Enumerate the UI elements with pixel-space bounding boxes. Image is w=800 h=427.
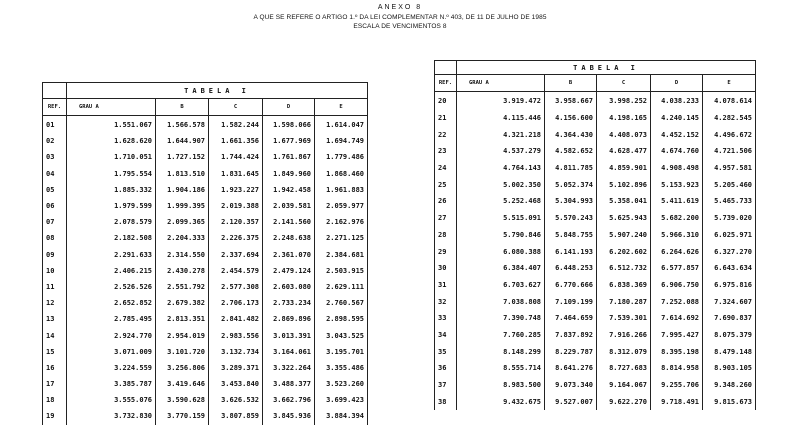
table-title-row bbox=[43, 83, 368, 99]
table-row bbox=[435, 393, 756, 410]
value-cell: 2.577.308 bbox=[209, 279, 263, 295]
value-cell: 4.628.477 bbox=[597, 143, 651, 160]
value-cell: 5.848.755 bbox=[545, 227, 597, 244]
value-cell: 3.013.391 bbox=[263, 327, 315, 343]
ref-cell: 38 bbox=[435, 393, 457, 410]
table-row bbox=[435, 110, 756, 127]
value-cell: 1.813.510 bbox=[156, 166, 209, 182]
table-row bbox=[43, 149, 368, 165]
value-cell: 9.718.491 bbox=[651, 393, 703, 410]
value-cell: 3.355.486 bbox=[315, 360, 368, 376]
ref-cell: 24 bbox=[435, 160, 457, 177]
value-cell: 2.760.567 bbox=[315, 295, 368, 311]
value-cell: 1.582.244 bbox=[209, 117, 263, 133]
value-cell: 5.907.240 bbox=[597, 227, 651, 244]
value-cell: 6.202.602 bbox=[597, 243, 651, 260]
value-cell: 2.271.125 bbox=[315, 230, 368, 246]
value-cell: 3.884.394 bbox=[315, 408, 368, 424]
value-cell: 4.721.506 bbox=[703, 143, 756, 160]
column-header: E bbox=[315, 99, 368, 116]
ref-cell: 34 bbox=[435, 327, 457, 344]
table-row bbox=[435, 160, 756, 177]
value-cell: 3.626.532 bbox=[209, 392, 263, 408]
value-cell: 8.983.500 bbox=[457, 377, 545, 394]
value-cell: 3.385.787 bbox=[67, 376, 156, 392]
value-cell: 3.289.371 bbox=[209, 360, 263, 376]
column-header: B bbox=[545, 75, 597, 92]
value-cell: 3.453.840 bbox=[209, 376, 263, 392]
table-row bbox=[435, 310, 756, 327]
value-cell: 3.488.377 bbox=[263, 376, 315, 392]
value-cell: 9.622.270 bbox=[597, 393, 651, 410]
value-cell: 9.164.067 bbox=[597, 377, 651, 394]
value-cell: 5.153.923 bbox=[651, 176, 703, 193]
ref-cell: 21 bbox=[435, 110, 457, 127]
value-cell: 9.432.675 bbox=[457, 393, 545, 410]
value-cell: 6.264.626 bbox=[651, 243, 703, 260]
value-cell: 1.661.356 bbox=[209, 133, 263, 149]
value-cell: 8.641.276 bbox=[545, 360, 597, 377]
value-cell: 1.644.907 bbox=[156, 133, 209, 149]
table-row bbox=[43, 117, 368, 133]
value-cell: 6.512.732 bbox=[597, 260, 651, 277]
value-cell: 3.101.720 bbox=[156, 344, 209, 360]
value-cell: 3.845.936 bbox=[263, 408, 315, 424]
value-cell: 4.674.760 bbox=[651, 143, 703, 160]
ref-cell: 17 bbox=[43, 376, 67, 392]
value-cell: 5.252.468 bbox=[457, 193, 545, 210]
value-cell: 8.555.714 bbox=[457, 360, 545, 377]
ref-cell: 19 bbox=[43, 408, 67, 424]
value-cell: 4.156.600 bbox=[545, 110, 597, 127]
table-title-row bbox=[435, 61, 756, 75]
value-cell: 1.566.578 bbox=[156, 117, 209, 133]
value-cell: 3.958.667 bbox=[545, 93, 597, 110]
value-cell: 6.770.666 bbox=[545, 277, 597, 294]
table-row bbox=[435, 143, 756, 160]
value-cell: 9.073.340 bbox=[545, 377, 597, 394]
value-cell: 2.314.550 bbox=[156, 247, 209, 263]
value-cell: 7.760.285 bbox=[457, 327, 545, 344]
value-cell: 2.869.896 bbox=[263, 311, 315, 327]
value-cell: 5.304.993 bbox=[545, 193, 597, 210]
value-cell: 6.975.816 bbox=[703, 277, 756, 294]
ref-cell: 25 bbox=[435, 176, 457, 193]
column-header: GRAU A bbox=[457, 75, 545, 92]
value-cell: 6.080.388 bbox=[457, 243, 545, 260]
table-row bbox=[43, 133, 368, 149]
table-row bbox=[43, 344, 368, 360]
ref-cell: 07 bbox=[43, 214, 67, 230]
value-cell: 1.614.047 bbox=[315, 117, 368, 133]
value-cell: 4.115.446 bbox=[457, 110, 545, 127]
value-cell: 1.904.186 bbox=[156, 182, 209, 198]
value-cell: 5.739.020 bbox=[703, 210, 756, 227]
value-cell: 2.479.124 bbox=[263, 263, 315, 279]
value-cell: 7.252.088 bbox=[651, 293, 703, 310]
value-cell: 2.954.019 bbox=[156, 327, 209, 343]
value-cell: 1.694.749 bbox=[315, 133, 368, 149]
value-cell: 2.120.357 bbox=[209, 214, 263, 230]
value-cell: 5.205.460 bbox=[703, 176, 756, 193]
table-row bbox=[43, 166, 368, 182]
value-cell: 2.406.215 bbox=[67, 263, 156, 279]
value-cell: 3.071.009 bbox=[67, 344, 156, 360]
value-cell: 1.744.424 bbox=[209, 149, 263, 165]
table-row bbox=[435, 327, 756, 344]
value-cell: 4.321.218 bbox=[457, 126, 545, 143]
corner-cell bbox=[435, 61, 457, 75]
table-row bbox=[435, 227, 756, 244]
ref-cell: 12 bbox=[43, 295, 67, 311]
value-cell: 2.248.638 bbox=[263, 230, 315, 246]
column-header: B bbox=[156, 99, 209, 116]
table-row bbox=[43, 376, 368, 392]
column-header: C bbox=[209, 99, 263, 116]
value-cell: 8.312.079 bbox=[597, 343, 651, 360]
value-cell: 6.327.270 bbox=[703, 243, 756, 260]
value-cell: 6.838.369 bbox=[597, 277, 651, 294]
table-row bbox=[435, 293, 756, 310]
value-cell: 2.898.595 bbox=[315, 311, 368, 327]
value-cell: 4.957.581 bbox=[703, 160, 756, 177]
value-cell: 4.364.430 bbox=[545, 126, 597, 143]
value-cell: 4.582.652 bbox=[545, 143, 597, 160]
ref-cell: 27 bbox=[435, 210, 457, 227]
value-cell: 4.452.152 bbox=[651, 126, 703, 143]
value-cell: 4.408.073 bbox=[597, 126, 651, 143]
value-cell: 7.916.266 bbox=[597, 327, 651, 344]
table-row bbox=[435, 176, 756, 193]
value-cell: 6.643.634 bbox=[703, 260, 756, 277]
column-header-row bbox=[43, 99, 368, 116]
value-cell: 7.539.301 bbox=[597, 310, 651, 327]
value-cell: 2.337.694 bbox=[209, 247, 263, 263]
value-cell: 2.141.560 bbox=[263, 214, 315, 230]
ref-cell: 09 bbox=[43, 247, 67, 263]
ref-cell: 29 bbox=[435, 243, 457, 260]
table-row bbox=[43, 279, 368, 295]
value-cell: 2.503.915 bbox=[315, 263, 368, 279]
value-cell: 8.229.787 bbox=[545, 343, 597, 360]
value-cell: 7.690.837 bbox=[703, 310, 756, 327]
value-cell: 7.109.199 bbox=[545, 293, 597, 310]
value-cell: 2.679.382 bbox=[156, 295, 209, 311]
value-cell: 3.419.646 bbox=[156, 376, 209, 392]
corner-cell bbox=[43, 83, 67, 99]
value-cell: 1.831.645 bbox=[209, 166, 263, 182]
value-cell: 7.464.659 bbox=[545, 310, 597, 327]
value-cell: 8.814.958 bbox=[651, 360, 703, 377]
ref-cell: 06 bbox=[43, 198, 67, 214]
value-cell: 1.628.620 bbox=[67, 133, 156, 149]
value-cell: 2.924.770 bbox=[67, 327, 156, 343]
value-cell: 5.052.374 bbox=[545, 176, 597, 193]
ref-cell: 22 bbox=[435, 126, 457, 143]
column-header-row bbox=[435, 75, 756, 92]
salary-table-right bbox=[434, 60, 756, 410]
table-row bbox=[43, 230, 368, 246]
table-row bbox=[43, 198, 368, 214]
value-cell: 2.182.508 bbox=[67, 230, 156, 246]
value-cell: 7.180.287 bbox=[597, 293, 651, 310]
value-cell: 8.148.299 bbox=[457, 343, 545, 360]
value-cell: 3.732.830 bbox=[67, 408, 156, 424]
ref-cell: 16 bbox=[43, 360, 67, 376]
ref-cell: 30 bbox=[435, 260, 457, 277]
ref-cell: 08 bbox=[43, 230, 67, 246]
table-row bbox=[43, 392, 368, 408]
value-cell: 4.537.279 bbox=[457, 143, 545, 160]
salary-table-left bbox=[42, 82, 368, 425]
table-row bbox=[435, 193, 756, 210]
value-cell: 1.761.867 bbox=[263, 149, 315, 165]
value-cell: 5.002.350 bbox=[457, 176, 545, 193]
ref-cell: 28 bbox=[435, 227, 457, 244]
value-cell: 5.102.896 bbox=[597, 176, 651, 193]
value-cell: 5.465.733 bbox=[703, 193, 756, 210]
table-row bbox=[435, 93, 756, 110]
table-row bbox=[435, 377, 756, 394]
value-cell: 3.224.559 bbox=[67, 360, 156, 376]
value-cell: 5.966.310 bbox=[651, 227, 703, 244]
table-title: TABELA I bbox=[67, 83, 368, 99]
value-cell: 9.815.673 bbox=[703, 393, 756, 410]
value-cell: 1.849.960 bbox=[263, 166, 315, 182]
value-cell: 3.256.806 bbox=[156, 360, 209, 376]
value-cell: 3.164.061 bbox=[263, 344, 315, 360]
value-cell: 3.555.076 bbox=[67, 392, 156, 408]
table-row bbox=[435, 126, 756, 143]
value-cell: 2.983.556 bbox=[209, 327, 263, 343]
value-cell: 5.358.041 bbox=[597, 193, 651, 210]
column-header: REF. bbox=[435, 75, 457, 92]
value-cell: 3.662.796 bbox=[263, 392, 315, 408]
ref-cell: 10 bbox=[43, 263, 67, 279]
value-cell: 2.813.351 bbox=[156, 311, 209, 327]
value-cell: 7.995.427 bbox=[651, 327, 703, 344]
value-cell: 2.603.080 bbox=[263, 279, 315, 295]
ref-cell: 20 bbox=[435, 93, 457, 110]
value-cell: 2.733.234 bbox=[263, 295, 315, 311]
table-row bbox=[435, 243, 756, 260]
table-row bbox=[43, 295, 368, 311]
value-cell: 3.807.859 bbox=[209, 408, 263, 424]
value-cell: 2.078.579 bbox=[67, 214, 156, 230]
value-cell: 6.384.407 bbox=[457, 260, 545, 277]
ref-cell: 05 bbox=[43, 182, 67, 198]
value-cell: 8.395.198 bbox=[651, 343, 703, 360]
table-row bbox=[43, 214, 368, 230]
table-row bbox=[435, 343, 756, 360]
ref-cell: 37 bbox=[435, 377, 457, 394]
ref-cell: 35 bbox=[435, 343, 457, 360]
value-cell: 4.908.498 bbox=[651, 160, 703, 177]
value-cell: 2.526.526 bbox=[67, 279, 156, 295]
table-row bbox=[43, 263, 368, 279]
value-cell: 9.527.007 bbox=[545, 393, 597, 410]
column-header: D bbox=[263, 99, 315, 116]
ref-cell: 13 bbox=[43, 311, 67, 327]
value-cell: 3.132.734 bbox=[209, 344, 263, 360]
ref-cell: 04 bbox=[43, 166, 67, 182]
value-cell: 2.706.173 bbox=[209, 295, 263, 311]
column-header: D bbox=[651, 75, 703, 92]
table-row bbox=[43, 408, 368, 424]
value-cell: 8.479.148 bbox=[703, 343, 756, 360]
value-cell: 2.039.581 bbox=[263, 198, 315, 214]
value-cell: 5.570.243 bbox=[545, 210, 597, 227]
value-cell: 2.454.579 bbox=[209, 263, 263, 279]
value-cell: 2.841.482 bbox=[209, 311, 263, 327]
value-cell: 1.999.395 bbox=[156, 198, 209, 214]
value-cell: 4.764.143 bbox=[457, 160, 545, 177]
value-cell: 9.348.260 bbox=[703, 377, 756, 394]
value-cell: 7.614.692 bbox=[651, 310, 703, 327]
ref-cell: 11 bbox=[43, 279, 67, 295]
ref-cell: 03 bbox=[43, 149, 67, 165]
value-cell: 1.979.599 bbox=[67, 198, 156, 214]
value-cell: 1.710.051 bbox=[67, 149, 156, 165]
value-cell: 8.903.105 bbox=[703, 360, 756, 377]
value-cell: 5.411.619 bbox=[651, 193, 703, 210]
value-cell: 3.919.472 bbox=[457, 93, 545, 110]
value-cell: 4.078.614 bbox=[703, 93, 756, 110]
value-cell: 6.703.627 bbox=[457, 277, 545, 294]
value-cell: 6.025.971 bbox=[703, 227, 756, 244]
ref-cell: 18 bbox=[43, 392, 67, 408]
value-cell: 1.795.554 bbox=[67, 166, 156, 182]
ref-cell: 36 bbox=[435, 360, 457, 377]
value-cell: 2.384.681 bbox=[315, 247, 368, 263]
table-row bbox=[43, 360, 368, 376]
table-row bbox=[435, 360, 756, 377]
table-row bbox=[435, 260, 756, 277]
value-cell: 1.677.969 bbox=[263, 133, 315, 149]
value-cell: 1.942.458 bbox=[263, 182, 315, 198]
value-cell: 2.652.852 bbox=[67, 295, 156, 311]
column-header: GRAU A bbox=[67, 99, 156, 116]
value-cell: 3.523.260 bbox=[315, 376, 368, 392]
value-cell: 2.059.977 bbox=[315, 198, 368, 214]
table-row bbox=[435, 210, 756, 227]
annex-subtitle: A QUE SE REFERE O ARTIGO 1.º DA LEI COMPLEMENTAR N.º 403, DE 11 DE JULHO DE 1985 bbox=[253, 14, 547, 21]
salary-scale-title: ESCALA DE VENCIMENTOS 8 bbox=[353, 23, 447, 30]
value-cell: 4.496.672 bbox=[703, 126, 756, 143]
value-cell: 3.043.525 bbox=[315, 327, 368, 343]
value-cell: 2.430.278 bbox=[156, 263, 209, 279]
value-cell: 7.324.607 bbox=[703, 293, 756, 310]
value-cell: 4.859.901 bbox=[597, 160, 651, 177]
value-cell: 6.906.750 bbox=[651, 277, 703, 294]
table-row bbox=[43, 247, 368, 263]
ref-cell: 15 bbox=[43, 344, 67, 360]
value-cell: 7.837.892 bbox=[545, 327, 597, 344]
column-header: C bbox=[597, 75, 651, 92]
value-cell: 1.923.227 bbox=[209, 182, 263, 198]
value-cell: 2.551.792 bbox=[156, 279, 209, 295]
value-cell: 3.998.252 bbox=[597, 93, 651, 110]
value-cell: 4.811.785 bbox=[545, 160, 597, 177]
ref-cell: 14 bbox=[43, 327, 67, 343]
table-row bbox=[435, 277, 756, 294]
value-cell: 6.577.857 bbox=[651, 260, 703, 277]
value-cell: 7.038.808 bbox=[457, 293, 545, 310]
value-cell: 1.885.332 bbox=[67, 182, 156, 198]
value-cell: 5.682.200 bbox=[651, 210, 703, 227]
value-cell: 3.590.628 bbox=[156, 392, 209, 408]
value-cell: 3.195.701 bbox=[315, 344, 368, 360]
table-row bbox=[43, 327, 368, 343]
value-cell: 8.075.379 bbox=[703, 327, 756, 344]
value-cell: 5.790.846 bbox=[457, 227, 545, 244]
value-cell: 1.961.883 bbox=[315, 182, 368, 198]
value-cell: 9.255.706 bbox=[651, 377, 703, 394]
value-cell: 5.625.943 bbox=[597, 210, 651, 227]
value-cell: 1.551.067 bbox=[67, 117, 156, 133]
value-cell: 2.785.495 bbox=[67, 311, 156, 327]
value-cell: 2.162.976 bbox=[315, 214, 368, 230]
value-cell: 1.868.460 bbox=[315, 166, 368, 182]
annex-title: ANEXO 8 bbox=[377, 4, 423, 11]
value-cell: 1.779.486 bbox=[315, 149, 368, 165]
ref-cell: 33 bbox=[435, 310, 457, 327]
ref-cell: 31 bbox=[435, 277, 457, 294]
column-header: REF. bbox=[43, 99, 67, 116]
value-cell: 6.448.253 bbox=[545, 260, 597, 277]
table-row bbox=[43, 311, 368, 327]
ref-cell: 23 bbox=[435, 143, 457, 160]
value-cell: 4.240.145 bbox=[651, 110, 703, 127]
value-cell: 4.282.545 bbox=[703, 110, 756, 127]
value-cell: 2.291.633 bbox=[67, 247, 156, 263]
ref-cell: 01 bbox=[43, 117, 67, 133]
value-cell: 4.038.233 bbox=[651, 93, 703, 110]
table-row bbox=[43, 182, 368, 198]
value-cell: 2.019.388 bbox=[209, 198, 263, 214]
ref-cell: 02 bbox=[43, 133, 67, 149]
table-title: TABELA I bbox=[457, 61, 756, 75]
value-cell: 4.198.165 bbox=[597, 110, 651, 127]
value-cell: 3.770.159 bbox=[156, 408, 209, 424]
value-cell: 6.141.193 bbox=[545, 243, 597, 260]
value-cell: 2.629.111 bbox=[315, 279, 368, 295]
value-cell: 7.390.748 bbox=[457, 310, 545, 327]
column-header: E bbox=[703, 75, 756, 92]
ref-cell: 32 bbox=[435, 293, 457, 310]
value-cell: 2.361.070 bbox=[263, 247, 315, 263]
value-cell: 2.226.375 bbox=[209, 230, 263, 246]
value-cell: 5.515.091 bbox=[457, 210, 545, 227]
value-cell: 8.727.683 bbox=[597, 360, 651, 377]
value-cell: 3.322.264 bbox=[263, 360, 315, 376]
value-cell: 1.727.152 bbox=[156, 149, 209, 165]
value-cell: 3.699.423 bbox=[315, 392, 368, 408]
value-cell: 1.598.066 bbox=[263, 117, 315, 133]
ref-cell: 26 bbox=[435, 193, 457, 210]
value-cell: 2.099.365 bbox=[156, 214, 209, 230]
value-cell: 2.204.333 bbox=[156, 230, 209, 246]
